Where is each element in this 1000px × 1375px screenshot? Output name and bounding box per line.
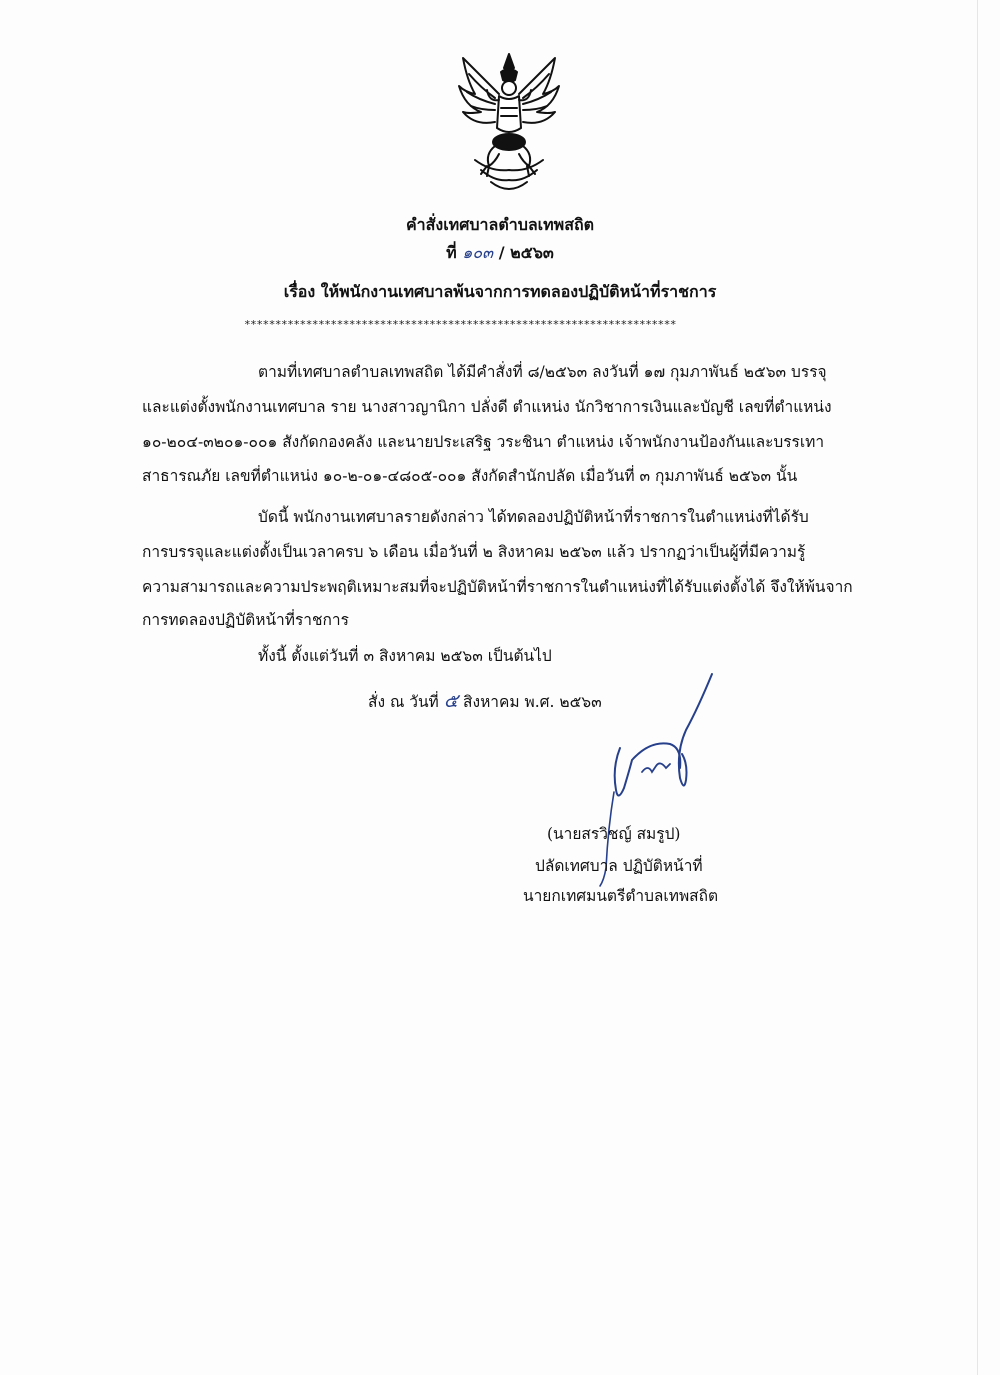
divider-stars: **********************************************************************: [244, 318, 677, 331]
paragraph2-line-4: การทดลองปฏิบัติหน้าที่ราชการ: [142, 611, 349, 629]
order-number-handwritten: ๑๐๓: [462, 243, 494, 262]
order-number-suffix: / ๒๕๖๓: [498, 243, 554, 262]
paragraph2-line-1: บัดนี้ พนักงานเทศบาลรายดังกล่าว ได้ทดลองปฏิบัติหน้าที่ราชการในตำแหน่งที่ได้รับ: [258, 508, 809, 526]
paragraph1-line-2: และแต่งตั้งพนักงานเทศบาล ราย นางสาวญานิกา ปลั่งดี ตำแหน่ง นักวิชาการเงินและบัญชี เลขที่ตำแหน่ง: [142, 398, 832, 416]
ordered-date: [368, 691, 602, 712]
garuda-emblem-icon: [455, 50, 563, 200]
paragraph1-line-1: ตามที่เทศบาลตำบลเทพสถิต ได้มีคำสั่งที่ ๘/๒๕๖๓ ลงวันที่ ๑๗ กุมภาพันธ์ ๒๕๖๓ บรรจุ: [258, 363, 827, 381]
order-subject: เรื่อง ให้พนักงานเทศบาลพ้นจากการทดลองปฏิบัติหน้าที่ราชการ: [283, 282, 717, 301]
paragraph1-line-3: ๑๐-๒๐๔-๓๒๐๑-๐๐๑ สังกัดกองคลัง และนายประเสริฐ วระชินา ตำแหน่ง เจ้าพนักงานป้องกันและบรรเทา: [142, 433, 825, 451]
order-heading: คำสั่งเทศบาลตำบลเทพสถิต: [405, 215, 595, 234]
paragraph1-line-4: สาธารณภัย เลขที่ตำแหน่ง ๑๐-๒-๐๑-๔๘๐๕-๐๐๑ สังกัดสำนักปลัด เมื่อวันที่ ๓ กุมภาพันธ์ ๒๕๖๓ นั้น: [142, 467, 798, 485]
ordered-date-prefix: สั่ง ณ วันที่: [368, 693, 439, 711]
signatory-name: (นายสรวิชญ์ สมรูป): [547, 825, 681, 843]
paragraph2-line-3: ความสามารถและความประพฤติเหมาะสมที่จะปฏิบัติหน้าที่ราชการในตำแหน่งที่ได้รับแต่งตั้งได้ จึงให้พ้นจาก: [142, 578, 853, 596]
handwritten-signature: [590, 668, 740, 888]
order-number: [0, 241, 1000, 266]
signatory-title: นายกเทศมนตรีตำบลเทพสถิต: [523, 887, 719, 905]
scan-edge: [977, 0, 978, 1375]
ordered-day-handwritten: ๕: [443, 690, 459, 712]
ordered-date-suffix: สิงหาคม พ.ศ. ๒๕๖๓: [463, 693, 602, 711]
paragraph2-line-2: การบรรจุและแต่งตั้งเป็นเวลาครบ ๖ เดือน เมื่อวันที่ ๒ สิงหาคม ๒๕๖๓ แล้ว ปรากฏว่าเป็นผู้ที่มีความรู้: [142, 543, 806, 561]
effective-date: ทั้งนี้ ตั้งแต่วันที่ ๓ สิงหาคม ๒๕๖๓ เป็นต้นไป: [258, 647, 552, 665]
order-number-prefix: ที่: [446, 243, 457, 262]
signatory-position: ปลัดเทศบาล ปฏิบัติหน้าที่: [535, 857, 703, 875]
